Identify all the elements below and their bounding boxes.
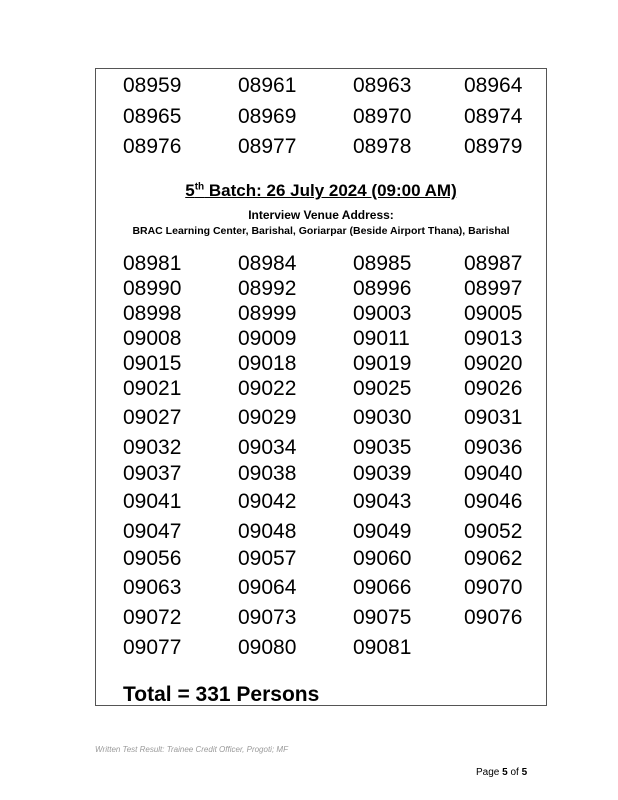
roll-row: [96, 576, 546, 600]
roll-number: 08985: [353, 252, 412, 275]
roll-number: 09034: [238, 436, 297, 459]
page-current: 5: [502, 767, 508, 778]
roll-number: 08998: [123, 302, 182, 325]
page-middle: of: [507, 767, 522, 778]
roll-number: 08999: [238, 302, 297, 325]
roll-row: [96, 135, 546, 159]
roll-number: 09064: [238, 576, 297, 599]
roll-number: 09037: [123, 462, 182, 485]
roll-number: 09042: [238, 490, 297, 513]
roll-number: 09032: [123, 436, 182, 459]
roll-number: 09013: [464, 327, 523, 350]
roll-number: 08992: [238, 277, 297, 300]
roll-number: 09011: [353, 327, 410, 350]
roll-number: 09081: [353, 636, 412, 659]
roll-number: 08959: [123, 74, 182, 97]
roll-number: 09025: [353, 377, 412, 400]
roll-number: 09036: [464, 436, 523, 459]
roll-number: 09047: [123, 520, 182, 543]
roll-number: 09076: [464, 606, 523, 629]
roll-number: 09026: [464, 377, 523, 400]
batch-number: 5: [185, 181, 195, 200]
roll-number: 09070: [464, 576, 523, 599]
roll-number: 08978: [353, 135, 412, 158]
roll-number: 09048: [238, 520, 297, 543]
roll-row: [96, 277, 546, 301]
roll-number: 08987: [464, 252, 523, 275]
roll-row: [96, 252, 546, 276]
total-persons: Total = 331 Persons: [123, 683, 320, 706]
roll-number: 09018: [238, 352, 297, 375]
roll-number: 09041: [123, 490, 182, 513]
venue-address: BRAC Learning Center, Barishal, Goriarpar (Beside Airport Thana), Barishal: [132, 225, 510, 237]
roll-number: 09046: [464, 490, 523, 513]
roll-number: 09040: [464, 462, 523, 485]
roll-number: 09029: [238, 406, 297, 429]
roll-number: 08997: [464, 277, 523, 300]
roll-number: 09080: [238, 636, 297, 659]
roll-number: 08965: [123, 105, 182, 128]
roll-number: 09009: [238, 327, 297, 350]
roll-number: 08963: [353, 74, 412, 97]
roll-number: 09075: [353, 606, 412, 629]
roll-number: 09019: [353, 352, 412, 375]
roll-row: [96, 490, 546, 514]
roll-number: 09062: [464, 547, 523, 570]
roll-number: 09035: [353, 436, 412, 459]
roll-number: 08976: [123, 135, 182, 158]
roll-number: 09021: [123, 377, 182, 400]
roll-number: 09066: [353, 576, 412, 599]
venue-title: Interview Venue Address:: [248, 208, 394, 222]
roll-number: 09030: [353, 406, 412, 429]
roll-row: [96, 105, 546, 129]
roll-row: [96, 636, 546, 660]
footer-document-title: Written Test Result: Trainee Credit Officer, Progoti; MF: [95, 745, 288, 754]
page-prefix: Page: [476, 767, 503, 778]
roll-number: 08984: [238, 252, 297, 275]
roll-row: [96, 377, 546, 401]
roll-number: 09057: [238, 547, 297, 570]
roll-number: 08979: [464, 135, 523, 158]
roll-row: [96, 606, 546, 630]
roll-row: [96, 436, 546, 460]
roll-number: 08974: [464, 105, 523, 128]
roll-number: 09056: [123, 547, 182, 570]
roll-number: 09027: [123, 406, 182, 429]
roll-number: 08969: [238, 105, 297, 128]
roll-number: 09043: [353, 490, 412, 513]
roll-number: 09008: [123, 327, 182, 350]
roll-number: 09060: [353, 547, 412, 570]
roll-number: 08981: [123, 252, 182, 275]
roll-row: [96, 327, 546, 351]
roll-number: 09003: [353, 302, 412, 325]
roll-number: 09077: [123, 636, 182, 659]
batch-date-time: Batch: 26 July 2024 (09:00 AM): [204, 181, 457, 200]
roll-number: 09039: [353, 462, 412, 485]
roll-row: [96, 520, 546, 544]
page-total: 5: [521, 767, 528, 778]
results-table: [95, 68, 547, 706]
roll-row: [96, 406, 546, 430]
roll-row: [96, 352, 546, 376]
roll-number: 08996: [353, 277, 412, 300]
roll-row: [96, 462, 546, 486]
roll-row: [96, 547, 546, 571]
batch-number-suffix: th: [194, 181, 205, 193]
roll-number: 08990: [123, 277, 182, 300]
roll-number: 09052: [464, 520, 523, 543]
roll-number: 09020: [464, 352, 523, 375]
roll-number: 09005: [464, 302, 523, 325]
roll-number: 09038: [238, 462, 297, 485]
roll-number: 09073: [238, 606, 297, 629]
page-number: [476, 767, 527, 778]
roll-number: 09049: [353, 520, 412, 543]
roll-number: 09063: [123, 576, 182, 599]
roll-number: 08970: [353, 105, 412, 128]
batch-heading: [96, 181, 546, 201]
roll-number: 08961: [238, 74, 297, 97]
roll-row: [96, 74, 546, 98]
roll-number: 09031: [464, 406, 523, 429]
roll-row: [96, 302, 546, 326]
roll-number: 08977: [238, 135, 297, 158]
roll-number: 09072: [123, 606, 182, 629]
roll-number: 08964: [464, 74, 523, 97]
roll-number: 09022: [238, 377, 297, 400]
roll-number: 09015: [123, 352, 182, 375]
